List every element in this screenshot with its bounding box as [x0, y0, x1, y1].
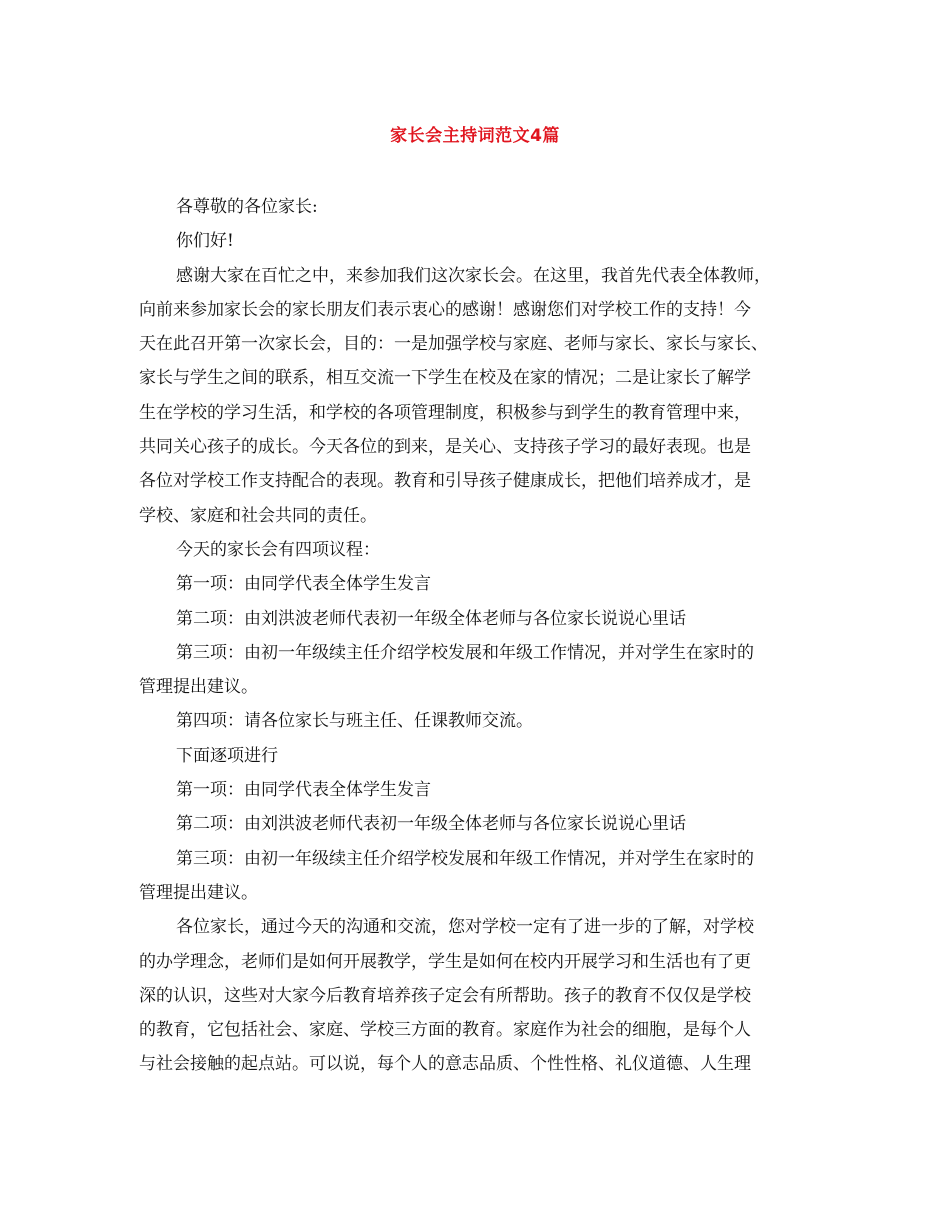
paragraph-line: 各位对学校工作支持配合的表现。教育和引导孩子健康成长，把他们培养成才，是 — [139, 471, 751, 492]
paragraph-line: 的办学理念，老师们是如何开展教学，学生是如何在校内开展学习和生活也有了更 — [139, 951, 751, 972]
paragraph-line: 感谢大家在百忙之中，来参加我们这次家长会。在这里，我首先代表全体教师， — [176, 265, 771, 286]
paragraph-line: 家长与学生之间的联系，相互交流一下学生在校及在家的情况；二是让家长了解学 — [139, 368, 751, 389]
agenda-item-line: 第三项：由初一年级续主任介绍学校发展和年级工作情况，并对学生在家时的 — [176, 642, 754, 663]
paragraph-line: 深的认识，这些对大家今后教育培养孩子定会有所帮助。孩子的教育不仅仅是学校 — [139, 985, 751, 1006]
paragraph-line: 学校、家庭和社会共同的责任。 — [139, 505, 377, 526]
paragraph-line: 各位家长，通过今天的沟通和交流，您对学校一定有了进一步的了解，对学校 — [176, 917, 754, 938]
agenda-item-line: 第二项：由刘洪波老师代表初一年级全体老师与各位家长说说心里话 — [176, 608, 686, 629]
paragraph-line: 的教育，它包括社会、家庭、学校三方面的教育。家庭作为社会的细胞，是每个人 — [139, 1020, 751, 1041]
agenda-intro-line: 今天的家长会有四项议程： — [176, 539, 380, 560]
paragraph-line: 与社会接触的起点站。可以说，每个人的意志品质、个性性格、礼仪道德、人生理 — [139, 1054, 751, 1075]
document-body — [139, 190, 839, 1082]
agenda-item-line: 第一项：由同学代表全体学生发言 — [176, 780, 431, 801]
agenda-item-line: 第一项：由同学代表全体学生发言 — [176, 574, 431, 595]
agenda-item-line: 第四项：请各位家长与班主任、任课教师交流。 — [176, 711, 533, 732]
paragraph-line: 天在此召开第一次家长会，目的：一是加强学校与家庭、老师与家长、家长与家长、 — [139, 334, 768, 355]
paragraph-line: 向前来参加家长会的家长朋友们表示衷心的感谢！感谢您们对学校工作的支持！今 — [139, 299, 751, 320]
document-title: 家长会主持词范文4篇 — [390, 126, 560, 146]
agenda-item-line: 第二项：由刘洪波老师代表初一年级全体老师与各位家长说说心里话 — [176, 814, 686, 835]
agenda-item-line: 管理提出建议。 — [139, 677, 258, 698]
greeting-line: 你们好! — [176, 231, 234, 252]
paragraph-line: 生在学校的学习生活，和学校的各项管理制度，积极参与到学生的教育管理中来， — [139, 402, 751, 423]
agenda-item-line: 管理提出建议。 — [139, 882, 258, 903]
agenda-item-line: 第三项：由初一年级续主任介绍学校发展和年级工作情况，并对学生在家时的 — [176, 848, 754, 869]
salutation-line: 各尊敬的各位家长: — [176, 197, 318, 217]
paragraph-line: 共同关心孩子的成长。今天各位的到来，是关心、支持孩子学习的最好表现。也是 — [139, 437, 751, 458]
proceed-line: 下面逐项进行 — [176, 745, 278, 766]
